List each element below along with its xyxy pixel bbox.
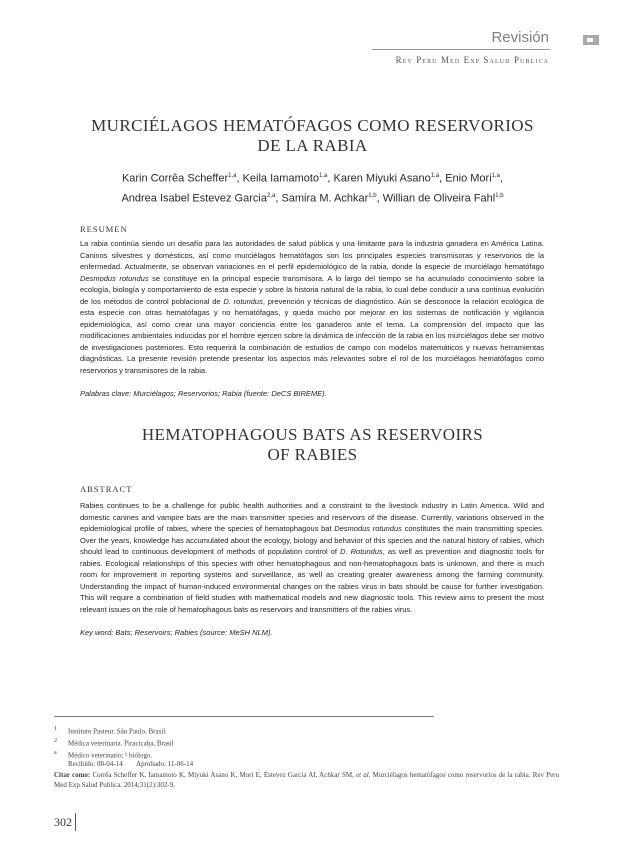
author-line-2: Andrea Isabel Estevez Garcia$^{2,a}$, Samira M. Achkar$^{1,b}$, Willian de Oliveira Fahl$^{1,b}$ [121, 192, 504, 205]
footnotes [54, 725, 205, 770]
title-es-line-2: DE LA RABIA [257, 136, 368, 155]
article-title-en [70, 425, 555, 465]
abstract-keywords: Key word: Bats; Reservoirs; Rabies (source: MeSH NLM). [80, 628, 273, 637]
author-name: Keila Iamamoto [242, 172, 320, 185]
author-name: Andrea Isabel Estevez Garcia [121, 192, 267, 205]
header-divider [372, 49, 550, 50]
title-en-line-2: OF RABIES [267, 445, 358, 464]
author-affiliation: 1,a [430, 173, 440, 179]
author-name: Samira M. Achkar [281, 192, 369, 205]
species-name: D. Rotundus [340, 547, 383, 556]
citation-label: Citar como: [54, 771, 91, 779]
author-affiliation: 1,a [228, 173, 237, 179]
author-affiliation: 1,b [368, 192, 377, 199]
author-line-1: Karin Corrêa Scheffer$^{1,a}$, Keila Iamamoto$^{1,a}$, Karen Miyuki Asano$^{1,a}$, Enio Mori$^{1,a}$, [121, 172, 504, 185]
author-list [70, 168, 555, 207]
approved-date: Aprobado: 11-06-14 [136, 760, 194, 769]
resumen-body: La rabia continúa siendo un desafío para las autoridades de salud pública y una limitante para la industria ganadera en América Latina. Caninos silvestres y domésticos, así como murciélagos hematófagos son los principales especies transmisoras y reservorios de la enfermedad. Actualmente, se observan variaciones en el perfil epidemiológico de la rabia, donde la especie de murciélago hematófago Desmodus rotundus se constituye en la principal especie transmisora. A lo largo del tiempo se ha acumulado conocimiento sobre la ecología, biología y comportamiento de esta especie y sobre la historia natural de la rabia, lo cual debe conducir a una continua evolución de los métodos de control poblacional de D. rotundus, prevención y técnicas de diagnóstico. Aún se desconoce la relación ecológica de esta especie con otras hematófagas y no hematófagas, y queda mucho por mejorar en los sistemas de notificación y vigilancia epidemiológica, así como crear una mayor conciencia entre los ganaderos ante el tema. La comprensión del impacto que las modificaciones ambientales inducidas por el hombre ejercen sobre la dinámica de infección de la rabia en los murciélagos debe ser motivo de investigaciones posteriores. Esto requerirá la combinación de estudios de campo con modelos matemáticos y nuevas herramientas diagnósticas. La presente revisión pretende presentar los aspectos más relevantes sobre el rol de los murciélagos hematófagos como reservorios y transmisores de la rabia. [80, 239, 544, 375]
author-affiliation: 1,b [495, 192, 504, 199]
footnote-divider [54, 716, 434, 717]
author-affiliation: 1,a [319, 173, 328, 179]
header-corner-mark [583, 35, 599, 45]
page-number-bar [75, 813, 76, 831]
title-en-line-1: HEMATOPHAGOUS BATS AS RESERVOIRS [141, 425, 484, 444]
author-name: Willian de Oliveira Fahl [382, 192, 496, 205]
author-name: Karen Miyuki Asano [333, 172, 431, 185]
abstract-heading: ABSTRACT [80, 484, 133, 494]
author-name: Enio Mori [445, 172, 492, 185]
received-date: Recibido: 08-04-14 [68, 760, 123, 769]
journal-name: Rev Peru Med Exp Salud Publica [395, 55, 549, 65]
title-es-line-1: MURCIÉLAGOS HEMATÓFAGOS COMO RESERVORIOS [91, 116, 534, 135]
footnote: $^a$ Médico veterinario; ᵇ biólogo. [54, 749, 153, 759]
resumen-keywords: Palabras clave: Murciélagos; Reservorios; Rabia (fuente: DeCS BIREME). [80, 389, 327, 398]
article-title-es [70, 116, 555, 156]
footnote: $^1$ Instituto Pasteur. São Paulo, Brasil. [54, 726, 167, 736]
resumen-heading: RESUMEN [80, 224, 128, 234]
footnote: $^2$ Médica veterinaria. Piracicaba, Brasil [54, 737, 174, 748]
author-name: Karin Corrêa Scheffer [121, 172, 229, 185]
species-name: D. rotundus [223, 296, 263, 306]
citation: Citar como: Corrêa Scheffer K, Iamamoto K, Miyuki Asano K, Mori E, Estevez Garcia AI, Achkar SM, et al. Murciélagos hematófagos como reservorios de la rabia. Rev Peru Med Exp Salud Publica. 2014;31(2):302-9. [54, 771, 560, 789]
abstract-body: Rabies continues to be a challenge for public health authorities and a constraint to the livestock industry in Latin America. Wild and domestic canines and vampire bats are the main transmitter species and reservoirs of the disease. Currently, variations observed in the epidemiological profile of rabies, where the species of hematophagous bat Desmodus rotundus constitutes the main transmitting species. Over the years, knowledge has accumulated about the ecology, biology and behavior of this species and the natural history of rabies, which should lead to continuous development of methods of population control of D. Rotundus, as well as prevention and diagnostic tools for rabies. Ecological relationships of this species with other hematophagous and non-hematophagous bats is unknown, and there is much room for improvement in reporting systems and surveillance, as well as creating greater awareness among the farming community. Understanding the impact of human-induced environmental changes on the rabies virus in bats should be cause for further investigation. This will require a combination of field studies with mathematical models and new diagnostic tools. This review aims to present the most relevant issues on the role of hematophagous bats as reservoirs and transmitters of the rabies virus. [80, 501, 544, 614]
received-dates [54, 760, 205, 770]
author-affiliation: 1,a [491, 173, 500, 179]
author-affiliation: 2,a [266, 192, 276, 199]
species-name: Desmodus rotundus [80, 273, 149, 283]
species-name: Desmodus rotundus [334, 524, 402, 533]
section-label: Revisión [491, 29, 549, 46]
page-number: 302 [54, 815, 72, 829]
